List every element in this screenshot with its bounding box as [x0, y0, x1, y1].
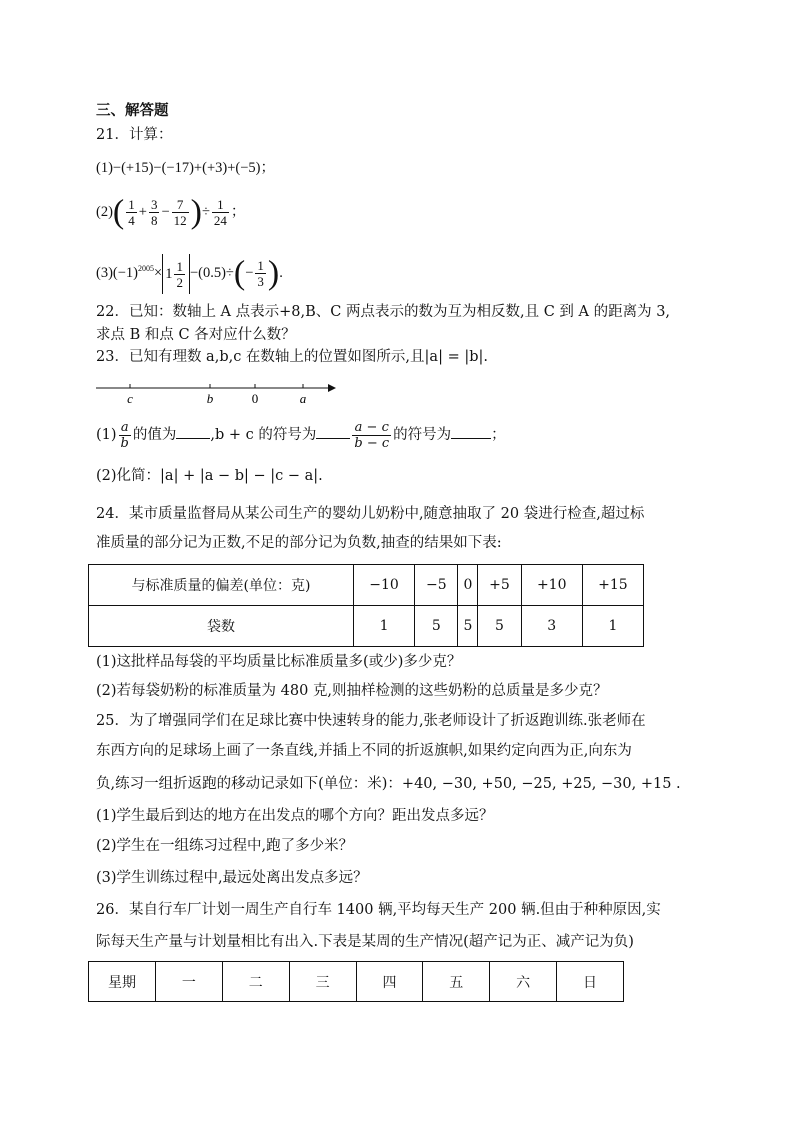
fraction: $\frac{a - c}{b - c}$	[354, 419, 390, 451]
q25-line1: 25．为了增强同学们在足球比赛中快速转身的能力,张老师设计了折返跑训练.张老师在	[96, 713, 646, 729]
q25-part3: (3)学生训练过程中,最远处离出发点多远？	[96, 870, 368, 886]
answer-blank-1[interactable]	[176, 424, 210, 439]
table-cell: −10	[354, 565, 415, 606]
table-cell: 1	[354, 606, 415, 647]
table-cell: +10	[521, 565, 582, 606]
q21-part1: (1)−(+15)−(−17)+(+3)+(−5)；	[96, 160, 275, 176]
q21-part2: (2)( $\frac{1}{4}$ + $\frac{3}{8}$ − $\frac{7}{12}$ )÷ $\frac{1}{24}$ ；	[96, 193, 246, 231]
table-row	[89, 565, 644, 606]
fraction: $\frac{3}{8}$	[150, 197, 158, 229]
table-cell: 3	[521, 606, 582, 647]
fraction: $\frac{1}{4}$	[128, 197, 135, 229]
table-cell: 三	[289, 962, 356, 1002]
q24-line1: 24．某市质量监督局从某公司生产的婴幼儿奶粉中,随意抽取了 20 袋进行检查,超过标	[96, 506, 645, 522]
table-cell: 二	[222, 962, 289, 1002]
q21-part2-label: (2)	[96, 204, 113, 220]
q24-line2: 准质量的部分记为正数,不足的部分记为负数,抽查的结果如下表:	[96, 535, 502, 551]
q21-stem: 21．计算：	[96, 127, 173, 143]
q21-part3: $(3)(-1)^{2005}\times 1$ $\frac{1}{2}$ −(0.5)÷(− $\frac{1}{3}$ ).	[96, 254, 283, 292]
answer-blank-2[interactable]	[316, 424, 350, 439]
absolute-value: 1 $\frac{1}{2}$	[162, 254, 190, 294]
q24-table	[88, 564, 644, 647]
axis-label-c: c	[127, 391, 133, 406]
fraction: $\frac{7}{12}$	[173, 197, 187, 229]
q24-part2: (2)若每袋奶粉的标准质量为 480 克,则抽样检测的这些奶粉的总质量是多少克？	[96, 683, 608, 699]
q26-table	[88, 961, 624, 1002]
q23-part1-label: (1)	[96, 427, 117, 443]
axis-label-a: a	[299, 391, 307, 406]
table-cell: 一	[156, 962, 223, 1002]
table-cell: +5	[478, 565, 521, 606]
fraction: $\frac{a}{b}$	[120, 419, 129, 451]
table-cell: 1	[582, 606, 643, 647]
axis-label-0: 0	[251, 391, 259, 406]
q23-part2: (2)化简：|a| + |a − b| − |c − a|.	[96, 468, 323, 484]
q23-text-sign2: 的符号为	[393, 427, 452, 443]
q21-part3-label: (3)	[96, 264, 113, 281]
table-header-cell: 星期	[89, 962, 156, 1002]
q22-line1: 22．已知：数轴上 A 点表示+8,B、C 两点表示的数为互为相反数,且 C 到 A 的距离为 3,	[96, 304, 671, 320]
table-cell: 5	[415, 606, 458, 647]
table-cell: +15	[582, 565, 643, 606]
table-cell: 六	[490, 962, 557, 1002]
table-cell: 四	[356, 962, 423, 1002]
table-row	[89, 962, 624, 1002]
table-cell: 5	[478, 606, 521, 647]
q25-line3: 负,练习一组折返跑的移动记录如下(单位：米)：+40, −30, +50, −25, +25, −30, +15 .	[96, 776, 681, 792]
exponent: 2005	[138, 264, 155, 273]
q25-part2: (2)学生在一组练习过程中,跑了多少米？	[96, 838, 354, 854]
number-line	[92, 372, 342, 406]
axis-label-b: b	[206, 391, 214, 406]
table-header-cell: 与标准质量的偏差(单位：克)	[89, 565, 354, 606]
q23-text-value: 的值为	[132, 427, 177, 443]
answer-blank-3[interactable]	[451, 424, 491, 439]
q22-line2: 求点 B 和点 C 各对应什么数？	[96, 327, 296, 343]
table-header-cell: 袋数	[89, 606, 354, 647]
fraction: $\frac{1}{3}$	[257, 258, 264, 289]
q23-semicolon: ；	[491, 427, 506, 443]
q23-stem: 23．已知有理数 a,b,c 在数轴上的位置如图所示,且|a| = |b|.	[96, 349, 488, 365]
q26-line2: 际每天生产量与计划量相比有出入.下表是某周的生产情况(超产记为正、减产记为负)	[96, 934, 634, 950]
q23-text-sign: ,b + c 的符号为	[210, 427, 317, 443]
q25-line2: 东西方向的足球场上画了一条直线,并插上不同的折返旗帜,如果约定向西为正,向东为	[96, 743, 632, 759]
q21-part3-mid: −(0.5)÷	[189, 264, 234, 281]
fraction: $\frac{1}{24}$	[213, 197, 227, 229]
table-cell: −5	[415, 565, 458, 606]
table-cell: 5	[458, 606, 478, 647]
q26-line1: 26．某自行车厂计划一周生产自行车 1400 辆,平均每天生产 200 辆.但由于种种原因,实	[96, 902, 661, 918]
table-cell: 五	[423, 962, 490, 1002]
q23-part1	[96, 416, 506, 454]
table-cell: 日	[557, 962, 624, 1002]
section-title: 三、解答题	[96, 103, 169, 119]
q21-part3-base: (−1)	[112, 264, 139, 281]
q25-part1: (1)学生最后到达的地方在出发点的哪个方向？距出发点多远？	[96, 808, 494, 824]
table-row	[89, 606, 644, 647]
q24-part1: (1)这批样品每袋的平均质量比标准质量多(或少)多少克？	[96, 654, 462, 670]
table-cell: 0	[458, 565, 478, 606]
number-line-arrow	[328, 384, 336, 392]
